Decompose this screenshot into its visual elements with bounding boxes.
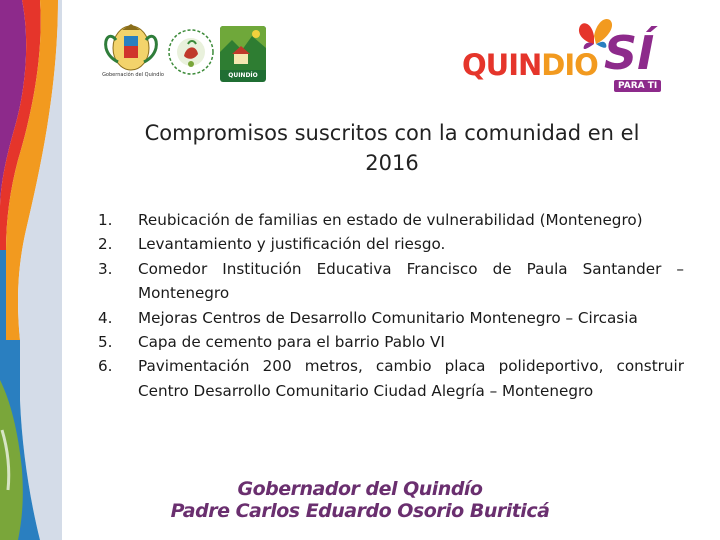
brand-part1: QUIN <box>462 48 542 82</box>
list-item-number: 6. <box>98 357 113 376</box>
brand-para-ti: PARA TI <box>614 80 661 92</box>
brand-quindio-text <box>462 48 598 82</box>
slide-title <box>112 118 672 178</box>
list-item <box>98 306 684 330</box>
brand-si: SÍ <box>604 26 655 80</box>
commitments-list <box>98 208 684 403</box>
brand-part2: DIO <box>541 48 598 82</box>
paisaje-cultural-cafetero-logo <box>166 24 216 80</box>
list-item-text: Comedor Institución Educativa Francisco de Paula Santander – Montenegro <box>138 259 684 303</box>
list-item <box>98 208 684 232</box>
list-item <box>98 354 684 403</box>
list-item-number: 1. <box>98 211 113 229</box>
list-item-text: Pavimentación 200 metros, cambio placa polideportivo, construir Centro Desarrollo Comunitario Ciudad Alegría – Montenegro <box>138 357 684 400</box>
list-item-text: Mejoras Centros de Desarrollo Comunitario Montenegro – Circasia <box>138 308 638 327</box>
list-item <box>98 232 684 256</box>
list-item <box>98 257 684 306</box>
list-item-number: 4. <box>98 308 113 327</box>
quindio-si-para-ti-logo <box>462 14 692 104</box>
list-item-text: Capa de cemento para el barrio Pablo VI <box>138 333 445 352</box>
brand-si-block <box>604 26 664 96</box>
footer-line-1: Gobernador del Quindío <box>237 478 483 500</box>
list-item-number: 5. <box>98 333 113 352</box>
list-item-text: Reubicación de familias en estado de vulnerabilidad (Montenegro) <box>138 211 643 229</box>
decorative-left-band <box>0 0 62 540</box>
footer-line-2: Padre Carlos Eduardo Osorio Buriticá <box>170 500 550 522</box>
list-item-number: 3. <box>98 259 113 278</box>
list-item-text: Levantamiento y justificación del riesgo. <box>138 235 446 254</box>
list-item-number: 2. <box>98 235 113 254</box>
quindio-landscape-logo <box>220 26 266 82</box>
list-item <box>98 330 684 354</box>
title-line-1: Compromisos suscritos con la comunidad en el <box>144 121 640 145</box>
footer-governor <box>140 478 580 522</box>
quindio-small-label: QUINDÍO <box>228 72 258 79</box>
gobernacion-caption: Gobernación del Quindío <box>102 72 164 78</box>
title-line-2: 2016 <box>365 151 419 175</box>
